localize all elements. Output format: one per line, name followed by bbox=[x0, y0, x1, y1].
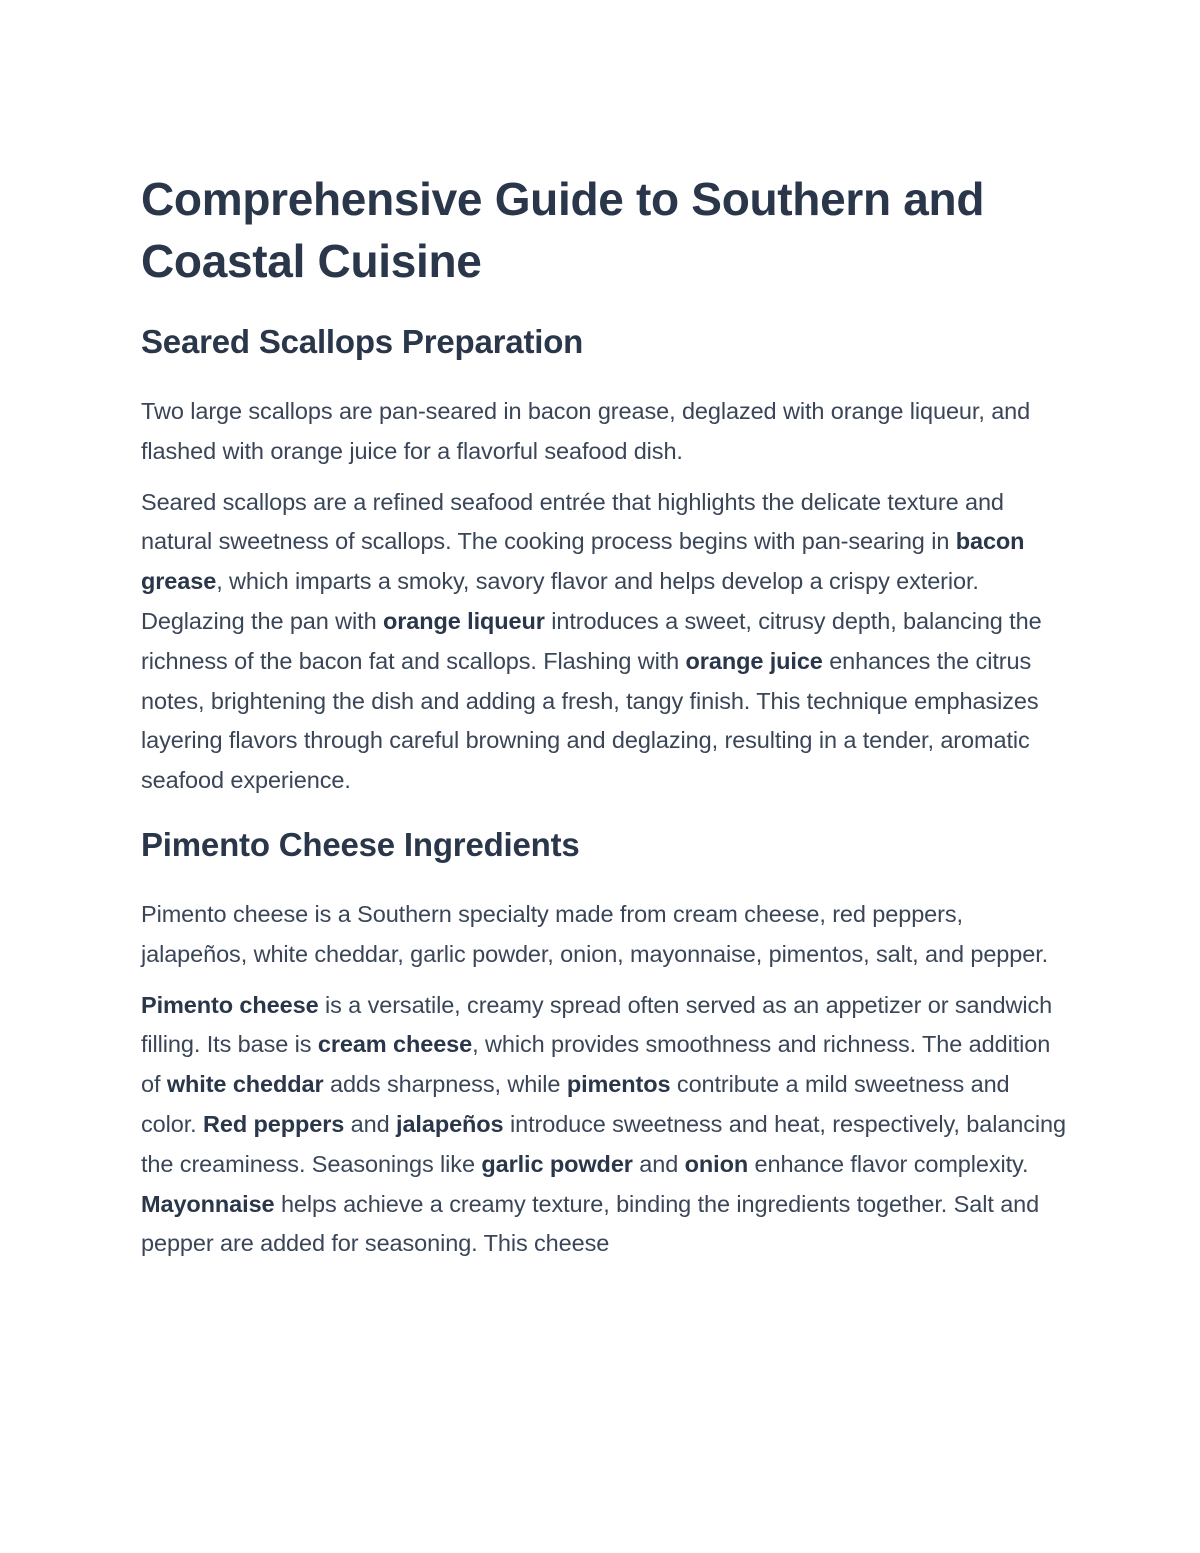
section-body bbox=[141, 483, 1066, 801]
body-text: contribute a mild sweetness and color. bbox=[141, 1071, 1010, 1137]
body-text: , which imparts a smoky, savory flavor and helps develop a crispy exterior. Deglazing the pan with bbox=[141, 568, 979, 634]
document-title: Comprehensive Guide to Southern and Coastal Cuisine bbox=[141, 173, 985, 287]
body-text: Seared scallops are a refined seafood entrée that highlights the delicate texture and natural sweetness of scallops. The cooking process begins with pan-searing in bbox=[141, 488, 1004, 555]
highlight-ingredient: orange liqueur bbox=[383, 607, 545, 634]
highlight-ingredient: jalapeños bbox=[396, 1110, 504, 1137]
highlight-ingredient: Red peppers bbox=[203, 1110, 345, 1137]
highlight-ingredient: pimentos bbox=[566, 1071, 671, 1098]
body-text: enhances the citrus notes, brightening the dish and adding a fresh, tangy finish. This technique emphasizes layering flavors through careful browning and deglazing, resulting in a tender, aromatic seafood experience. bbox=[141, 647, 1039, 794]
highlight-ingredient: garlic powder bbox=[481, 1150, 633, 1177]
section-title: Seared Scallops Preparation bbox=[141, 323, 584, 360]
section-seared-scallops bbox=[141, 320, 1066, 801]
document-page bbox=[141, 168, 1066, 1264]
section-body bbox=[141, 986, 1066, 1265]
body-text: and bbox=[344, 1110, 397, 1137]
body-text: helps achieve a creamy texture, binding the ingredients together. Salt and pepper are added for seasoning. This cheese bbox=[141, 1190, 1040, 1257]
highlight-ingredient: bacon grease bbox=[141, 528, 1025, 595]
highlight-ingredient: Pimento cheese bbox=[141, 991, 319, 1018]
body-text: is a versatile, creamy spread often served as an appetizer or sandwich filling. Its base is bbox=[141, 991, 1053, 1058]
body-text: , which provides smoothness and richness. The addition of bbox=[141, 1031, 1051, 1098]
section-pimento-cheese bbox=[141, 823, 1066, 1264]
body-text: adds sharpness, while bbox=[323, 1071, 567, 1098]
section-title: Pimento Cheese Ingredients bbox=[141, 825, 580, 863]
body-text: and bbox=[632, 1150, 685, 1177]
highlight-ingredient: orange juice bbox=[685, 647, 823, 674]
section-summary: Pimento cheese is a Southern specialty made from cream cheese, red peppers, jalapeños, white cheddar, garlic powder, onion, mayonnaise, pimentos, salt, and pepper. bbox=[141, 900, 1049, 967]
highlight-ingredient: Mayonnaise bbox=[141, 1190, 275, 1217]
section-summary: Two large scallops are pan-seared in bacon grease, deglazed with orange liqueur, and flashed with orange juice for a flavorful seafood dish. bbox=[141, 398, 1031, 464]
body-text: introduces a sweet, citrusy depth, balancing the richness of the bacon fat and scallops. Flashing with bbox=[141, 607, 1042, 674]
body-text: introduce sweetness and heat, respectively, balancing the creaminess. Seasonings like bbox=[141, 1110, 1066, 1177]
highlight-ingredient: white cheddar bbox=[166, 1071, 324, 1098]
highlight-ingredient: cream cheese bbox=[317, 1031, 473, 1058]
highlight-ingredient: onion bbox=[684, 1150, 749, 1177]
body-text: enhance flavor complexity. bbox=[748, 1150, 1029, 1177]
